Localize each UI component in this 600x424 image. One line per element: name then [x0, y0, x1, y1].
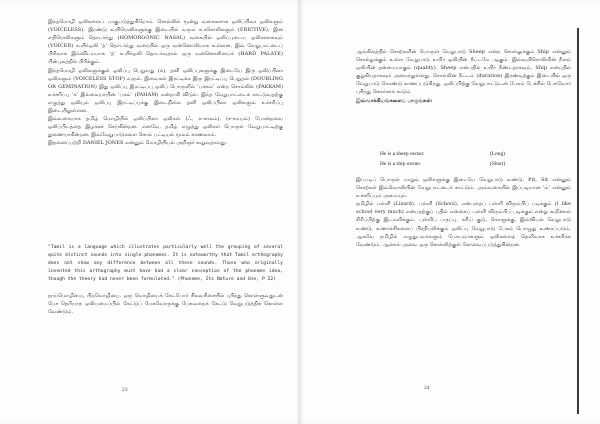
- left-body-text: [48, 18, 283, 148]
- right-paragraph-2: இப்படிப் பொருள் மாறும் ஒலிகளுக்கு இடையே வேறுபாடு உண்டு. Pit, Sit என்னும் சொற்கள் இவ்வொலியின் வேறுபாட்டைக் காட்டும். அவ்வகையில் இப்படியான 'ம்' என்னும் உச்சரிப்பும் அமையும்.: [356, 177, 571, 200]
- book-gutter: [298, 0, 302, 424]
- right-paragraph-1: ஆங்கிலத்தில் சொற்களின் பொருள் வேறுபாடு Sheep என்ற சொல்லுக்கும் Ship என்னும் சொல்லுக்கும் உள்ள வேறுபாடு உயிர் ஒலியின் நீட்டமே ஆகும். இவ்வுயிரொலியின் நீளம் ஒலியின் தன்மையாகும் (quality). Sheep என்பதில் உயிர் நீண்டதாகவும், Ship என்பதில் குறுகியதாகவும் அமைந்துள்ளது. சொல்லின் நீட்டம் (duration) இரண்டிற்கும் இடையில் ஒரு வேறுபாடு கொண்டு காணப்படுகிறது. ஒலிப்பிற்கு வேறுபாட்டுடன் பேசும் பேச்சில் பேசுவோர் புரிந்து கொள்ளக் கூடும்.: [356, 49, 571, 96]
- example-sentence: He is a sheep owner.: [380, 151, 425, 157]
- right-continuation-text: [356, 176, 571, 249]
- example-sentences: [380, 149, 570, 169]
- jones-quote: [48, 244, 283, 284]
- left-closing-paragraph: தாய்மொழியை, பிறமொழியை, ஒரு மொழியைக் கேட்போர் சிலவரிசையில் புரிந்து கொள்ளுவதுடன் பேச தெரியாத ஒலியமைப்பில் கேட்டுப் பேசுவோருக்கு பேசுவதைக் கேட்டு வேறுபடுத்திக் கொள்ள வேண்டும்.: [48, 293, 283, 316]
- page-number-left: 23: [122, 387, 128, 393]
- example-sentence: He is a ship owner.: [380, 161, 422, 167]
- right-paragraph-3: தமிழில் பள்ளி (Lizard), பள்ளி (School), என்பதைப் பள்ளி விரும்பிப் படிக்கும் (I like school very much) என்பதற்குப் பதில் என்கைப் பள்ளி விரும்பிப் படிக்கும் என்று கூறினால் சிரிப்பிற்கு இடமளிக்கும். பள்ளிப் பருப்பு, கரிய் குடு, கொளுக்கு, இவ்வியல் வேறுபாடு உண்டு. உணர்ச்சிகளைப் பிரதிபலிக்கும் ஒலிப்பு வேறுபாடு பேசும் பொழுது உணரப்படும். ஆகவே தமிழில் எழுதுபவர்களும் பேசுபவர்களும் ஒலிகளைத் தெளிவாக உச்சரிக்க வேண்டும். ஆனால் அவை ஒரு சொல்லிற்குள் கோவைப்படுத்துகின்றன.: [356, 201, 571, 248]
- example-tag: (Short): [490, 161, 506, 167]
- page-number-right: 24: [424, 385, 430, 391]
- example-row: [380, 149, 570, 159]
- example-row: [380, 159, 570, 169]
- left-paragraph-3: இவ்வகையாக தமிழ் மொழியில் ஒலிப்பிலா ஒலிகள் (ஃ, க-காலம்), (ச-சமயம்) போன்றவை ஒலிப்பிடத்தை இழக்கச் செய்கின்றன. எனவே, தமிழ் எழுத்து ஒலிகள் பொருள் வேறுபாட்டிற்கு துணையாகின்றன. இவ்வேறுபாடுகளை சொல் பட்டியல் மூலம் காணலாம்.: [48, 116, 283, 139]
- right-body-text: [356, 48, 571, 105]
- left-paragraph-1: இந்தமொழி ஒலிகளைப் பாகுபடுத்துகிறோம். சொல்லில் மூன்று வகைகளாக ஒலிப்பிலா ஒலிகளும் (VOICELESS), இரண்டு உயிரொலிகளுக்கு இடையில் வரும் உரசொலிகளும் (FRICTIVE), இன எதிரொலிகளும் தொடர்ந்து (HOMORGONIC NASAL) வகையில் ஒலிப்புடைய ஒலிகளாகவும் (VOICED) உயிர்ஒலி 'த்' தொடர்ந்து வரையில் ஒரு வன்னொலியாக உள்ளன. இவ் வேறுபாட்டைப் பிரிவாக இவ்விடயமாக 'த்' உயிர்ஒலி தொடர்வதால் ஒரு வன்னொலியைக் (HARD PALATE) பின்புலத்தில் பிரிக்கும்.: [48, 19, 283, 66]
- left-paragraph-2: இந்தமொழி ஒலிகளுக்குள் ஒலிப்பு பெறுவது (க்), தனி ஒலிப்புகளுக்கு இடையே இரு ஒலிப்பிலா ஒலிகளும் (VOICELESS STOP) வரும். இவைகள் இரட்டிக்க இரு இரட்டிப்பு பெறுதல் (DOUBLING OR GEMINATION) இது ஒலிப்பு இரட்டிப்பு ஒலிப் பொருளில் 'பக்கம்' என்ற சொல்லில் (PAKKAM) உச்சரிப்பு 'க்' இல்லையாயின் 'பகம்' (PAHAM) என்றாகி விடும். இந்த வேறுபாட்டைக் காட்டுவதற்கு எழுத்து ஒலியும் ஒலிப்பு இரட்டிப்புக்கு இடைநிலை தனி ஒலிப்பிலா ஒலிகளும் உச்சரிப்பு இடையிலுள்ளன.: [48, 67, 283, 115]
- left-quote-intro: இதனைப்பற்றி DANIEL JONES என்னும் மொழியியல் அறிஞர் கூறுவதாவது:: [48, 140, 228, 147]
- jones-quote-text: "Tamil is a language which illustrates particularly well the grouping of several quite distinct sounds into single phonemes. It is noteworthy that Tamil orthography does not show any difference between all these sounds. Those who originally invented this orthography must have had a clear conception of the phoneme idea, though the theory had never been formulated." (Phoneme, Its Nature and Use, P 22): [48, 245, 283, 282]
- left-closing-text: [48, 292, 283, 316]
- page-edge-line: [577, 28, 579, 414]
- example-tag: (Long): [490, 151, 505, 157]
- example-intro: இவ்வாக்கியங்களைப் பாருங்கள்:: [356, 97, 433, 104]
